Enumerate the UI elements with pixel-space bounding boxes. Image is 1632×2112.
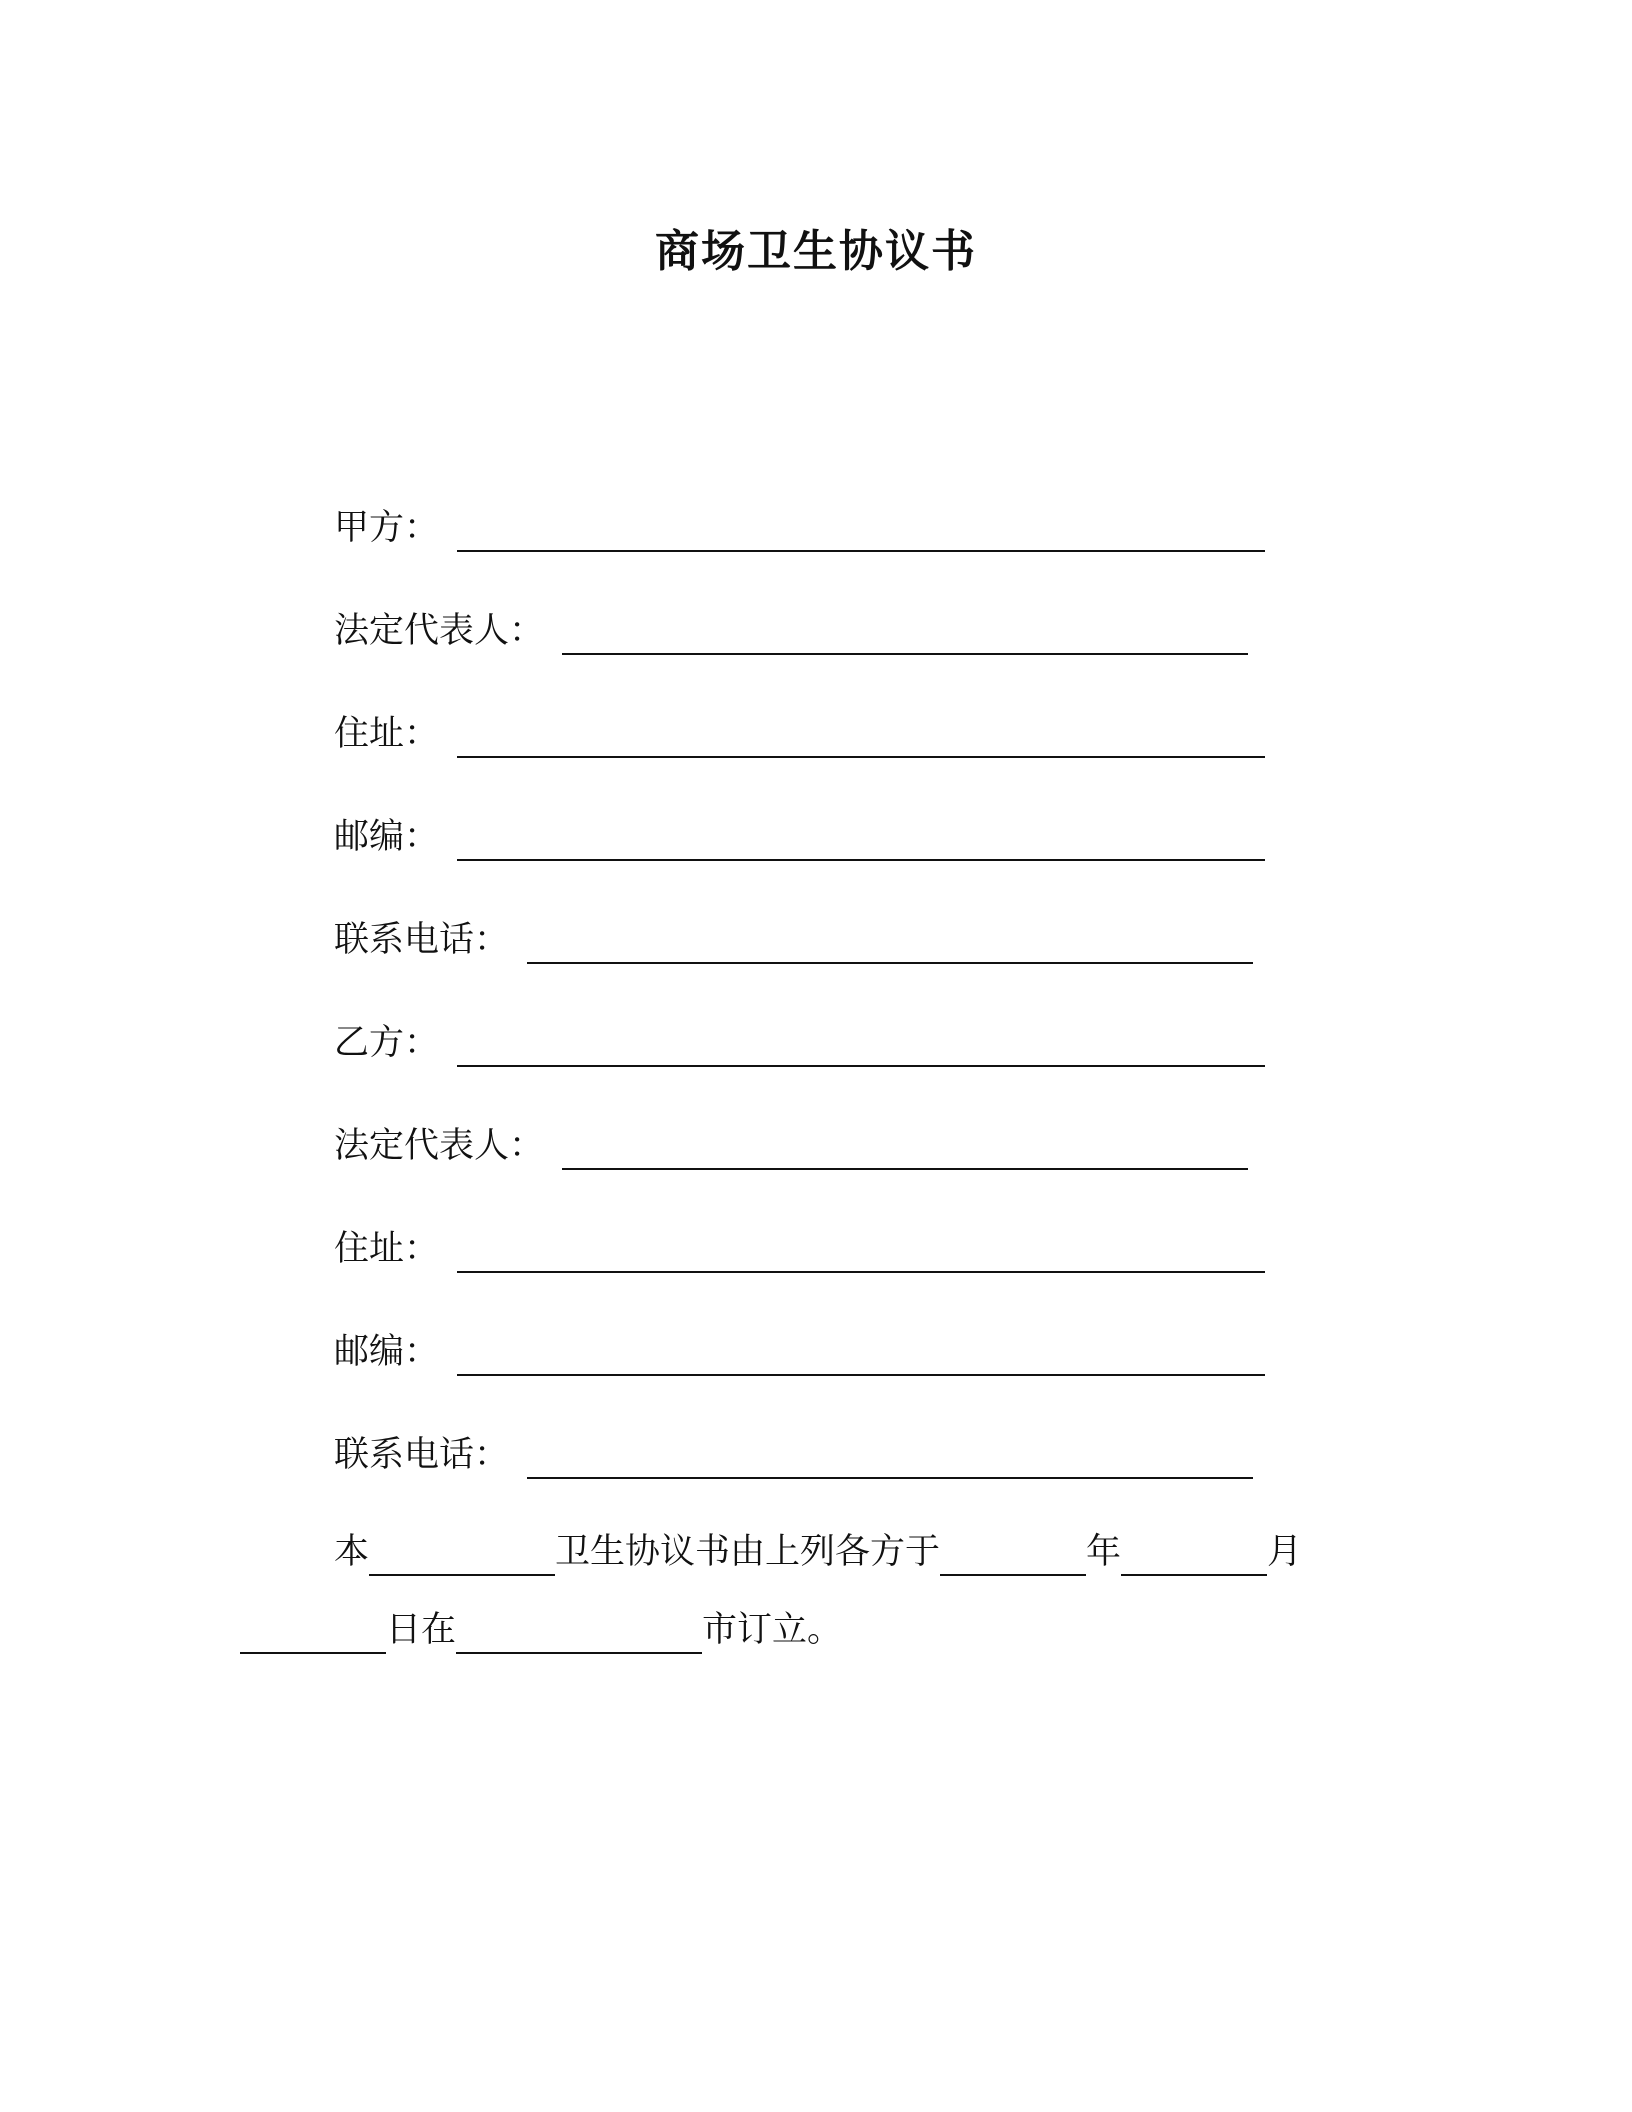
field-party-a-address bbox=[334, 706, 1265, 758]
field-label: 联系电话： bbox=[334, 920, 510, 960]
closing-text: 月 bbox=[1267, 1532, 1303, 1572]
closing-line-1 bbox=[334, 1530, 1302, 1576]
party-a-postcode-blank[interactable] bbox=[457, 823, 1265, 861]
field-label: 甲方： bbox=[334, 508, 440, 548]
closing-line-2 bbox=[240, 1608, 842, 1654]
party-b-blank[interactable] bbox=[457, 1029, 1265, 1067]
field-label: 法定代表人： bbox=[334, 1126, 545, 1166]
party-b-postcode-blank[interactable] bbox=[457, 1338, 1265, 1376]
field-label: 邮编： bbox=[334, 1332, 440, 1372]
field-label: 住址： bbox=[334, 1229, 440, 1269]
year-blank[interactable] bbox=[940, 1538, 1086, 1576]
field-label: 法定代表人： bbox=[334, 611, 545, 651]
party-a-phone-blank[interactable] bbox=[527, 926, 1253, 964]
party-a-address-blank[interactable] bbox=[457, 720, 1265, 758]
field-party-a-phone bbox=[334, 912, 1253, 964]
field-party-a-postcode bbox=[334, 809, 1265, 861]
party-b-phone-blank[interactable] bbox=[527, 1441, 1253, 1479]
field-label: 邮编： bbox=[334, 817, 440, 857]
party-b-address-blank[interactable] bbox=[457, 1235, 1265, 1273]
field-label: 乙方： bbox=[334, 1023, 440, 1063]
field-party-b-representative bbox=[334, 1118, 1248, 1170]
agreement-name-blank[interactable] bbox=[369, 1538, 555, 1576]
field-party-a-representative bbox=[334, 603, 1248, 655]
document-title: 商场卫生协议书 bbox=[655, 226, 977, 277]
party-b-representative-blank[interactable] bbox=[562, 1132, 1248, 1170]
field-party-b-postcode bbox=[334, 1324, 1265, 1376]
field-party-a bbox=[334, 500, 1265, 552]
closing-text: 本 bbox=[334, 1532, 370, 1572]
closing-text: 日在 bbox=[386, 1610, 457, 1650]
city-blank[interactable] bbox=[456, 1616, 702, 1654]
closing-text: 卫生协议书由上列各方于 bbox=[555, 1532, 941, 1572]
day-blank[interactable] bbox=[240, 1616, 386, 1654]
field-party-b-address bbox=[334, 1221, 1265, 1273]
closing-text: 年 bbox=[1086, 1532, 1122, 1572]
field-label: 联系电话： bbox=[334, 1435, 510, 1475]
party-a-representative-blank[interactable] bbox=[562, 617, 1248, 655]
party-a-blank[interactable] bbox=[457, 514, 1265, 552]
field-party-b-phone bbox=[334, 1427, 1253, 1479]
closing-text: 市订立。 bbox=[702, 1610, 843, 1650]
field-label: 住址： bbox=[334, 714, 440, 754]
field-party-b bbox=[334, 1015, 1265, 1067]
month-blank[interactable] bbox=[1121, 1538, 1267, 1576]
